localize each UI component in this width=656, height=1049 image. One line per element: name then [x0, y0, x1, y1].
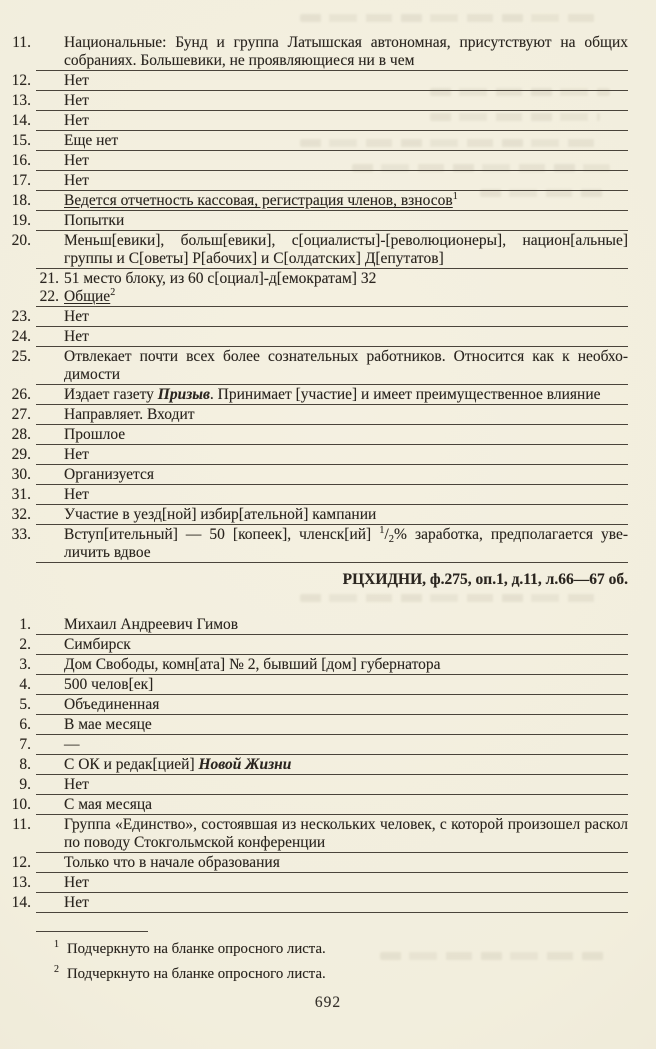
item-number: 20. — [11, 232, 31, 249]
item-text: Еще нет — [64, 132, 119, 149]
questionnaire-item — [12, 815, 628, 853]
item-text: — — [64, 736, 80, 753]
footnote-ref: 1 — [452, 190, 458, 202]
questionnaire-item — [19, 635, 628, 655]
questionnaire-item — [11, 211, 628, 231]
item-text-segment: . Принимает [участие] и имеет преимущественное влияние — [209, 386, 601, 403]
questionnaire-item — [39, 270, 628, 288]
item-text: 500 челов[ек] — [64, 676, 154, 693]
item-text: Симбирск — [64, 636, 131, 653]
item-text: Михаил Андреевич Гимов — [64, 616, 239, 633]
item-number: 28. — [11, 426, 31, 443]
item-text: Нет — [64, 776, 89, 793]
questionnaire-item — [11, 151, 628, 171]
questionnaire-item — [11, 91, 628, 111]
questionnaire-item — [11, 171, 628, 191]
questionnaire-item — [11, 524, 629, 563]
item-number: 13. — [11, 874, 31, 891]
questionnaire-item — [19, 615, 628, 635]
questionnaire-item — [11, 795, 628, 815]
item-text: Нет — [64, 486, 89, 503]
questionnaire-item — [19, 755, 628, 775]
footnote-marker: 2 — [54, 964, 59, 976]
page-number: 692 — [314, 994, 342, 1011]
item-text: Дом Свободы, комн[ата] № 2, бывший [дом] губернатора — [64, 656, 441, 673]
questionnaire-item — [11, 485, 628, 505]
questionnaire-item — [19, 675, 628, 695]
newspaper-title: Новой Жизни — [198, 756, 292, 773]
footnote-text: Подчеркнуто на бланке опросного листа. — [67, 966, 326, 982]
bleed-through-artifact — [300, 14, 600, 22]
item-number: 8. — [19, 756, 31, 773]
questionnaire-item — [11, 405, 628, 425]
item-text: Организуется — [64, 466, 154, 483]
item-number: 6. — [19, 716, 31, 733]
item-text-segment: Издает газету — [64, 386, 158, 403]
item-number: 16. — [11, 152, 31, 169]
newspaper-title: Призыв — [157, 386, 210, 403]
item-text: Отвлекает почти всех более сознательных работников. Относится как к необходимости — [64, 348, 628, 383]
item-number: 2. — [19, 636, 31, 653]
item-text: Нет — [64, 112, 89, 129]
item-text-segment: С ОК и редак[цией] — [64, 756, 199, 773]
item-text: Национальные: Бунд и группа Латышская автономная, присутствуют на общих собраниях. Большевики, не проявляющиеся ни в чем — [64, 34, 628, 69]
item-number: 3. — [19, 656, 31, 673]
item-text: В мае месяце — [64, 716, 152, 733]
item-text: Прошлое — [64, 426, 126, 443]
item-text — [64, 526, 628, 561]
item-text: Нет — [64, 172, 89, 189]
item-text — [64, 386, 601, 403]
questionnaire-item-group — [36, 269, 628, 307]
footnote-separator — [36, 931, 148, 932]
questionnaire-item — [39, 286, 628, 306]
questionnaire-item — [11, 190, 628, 211]
item-number: 14. — [11, 894, 31, 911]
questionnaire-item — [19, 775, 628, 795]
item-number: 29. — [11, 446, 31, 463]
questionnaire-item — [11, 111, 628, 131]
questionnaire-item — [11, 445, 628, 465]
fraction-denominator: 2 — [388, 534, 395, 545]
item-number: 12. — [11, 72, 31, 89]
item-text: Нет — [64, 72, 89, 89]
footnote-marker: 1 — [54, 939, 59, 951]
item-text — [64, 192, 458, 209]
questionnaire-item — [11, 893, 628, 913]
item-number: 31. — [11, 486, 31, 503]
item-text — [64, 756, 291, 773]
item-number: 24. — [11, 328, 31, 345]
item-number: 5. — [19, 696, 31, 713]
questionnaire-item — [11, 131, 628, 151]
item-number: 19. — [11, 212, 31, 229]
fraction-slash: / — [384, 526, 389, 543]
item-text-segment: Вступ[ительный] — 50 [копеек], членск[ий] — [64, 526, 380, 543]
questionnaire-item — [11, 231, 628, 269]
footnote — [36, 940, 628, 959]
item-text: Объединенная — [64, 696, 160, 713]
questionnaire-item — [11, 425, 628, 445]
item-text: 51 место блоку, из 60 с[оциал]-д[емократам] 32 — [64, 270, 377, 287]
item-number: 4. — [19, 676, 31, 693]
item-number: 11. — [12, 816, 31, 833]
item-number: 7. — [19, 736, 31, 753]
questionnaire-item — [11, 853, 628, 873]
archive-reference: РЦХИДНИ, ф.275, оп.1, д.11, л.66—67 об. — [342, 571, 628, 588]
footnote-ref: 2 — [110, 286, 116, 298]
questionnaire-item — [11, 71, 628, 91]
questionnaire-item — [11, 873, 628, 893]
item-text: Нет — [64, 874, 89, 891]
item-number: 23. — [11, 308, 31, 325]
item-number: 27. — [11, 406, 31, 423]
item-text: Только что в начале образования — [64, 854, 280, 871]
questionnaire-item — [11, 307, 628, 327]
item-text — [64, 288, 115, 305]
item-text: Участие в уезд[ной] избир[ательной] кампании — [64, 506, 377, 523]
item-number: 17. — [11, 172, 31, 189]
questionnaire-list-2 — [11, 615, 628, 913]
questionnaire-item — [19, 655, 628, 675]
item-text: С мая месяца — [64, 796, 153, 813]
item-number: 12. — [11, 854, 31, 871]
questionnaire-item — [11, 385, 628, 405]
item-number: 9. — [19, 776, 31, 793]
item-text: Меньш[евики], больш[евики], с[оциалисты]-[революционеры], национ[альные] группы и С[оветы] Р[абочих] и С[олдатских] Д[епутатов] — [64, 232, 628, 267]
questionnaire-item — [11, 347, 628, 385]
item-number: 14. — [11, 112, 31, 129]
item-number: 22. — [39, 288, 59, 305]
item-number: 33. — [11, 526, 31, 543]
item-number: 11. — [12, 34, 31, 51]
item-text: Нет — [64, 446, 89, 463]
item-text: Нет — [64, 152, 89, 169]
item-text: Направляет. Входит — [64, 406, 195, 423]
item-text: Нет — [64, 328, 89, 345]
item-number: 1. — [19, 616, 31, 633]
fraction-numerator: 1 — [379, 524, 385, 536]
questionnaire-item — [12, 33, 628, 71]
item-text: Попытки — [64, 212, 125, 229]
item-number: 13. — [11, 92, 31, 109]
item-text: Нет — [64, 894, 89, 911]
questionnaire-item — [11, 505, 628, 525]
footnote-text: Подчеркнуто на бланке опросного листа. — [67, 941, 326, 957]
item-number: 21. — [39, 270, 59, 287]
questionnaire-list-1 — [11, 33, 629, 563]
item-text: Нет — [64, 92, 89, 109]
item-number: 32. — [11, 506, 31, 523]
item-text: Нет — [64, 308, 89, 325]
questionnaire-item — [11, 327, 628, 347]
item-number: 15. — [11, 132, 31, 149]
item-number: 10. — [11, 796, 31, 813]
underlined-text: Общие — [64, 288, 111, 305]
questionnaire-item — [11, 465, 628, 485]
item-number: 25. — [11, 348, 31, 365]
questionnaire-item — [19, 735, 628, 755]
underlined-text: Ведется отчетность кассовая, регистрация членов, взносов — [64, 192, 453, 209]
questionnaire-item — [19, 695, 628, 715]
item-text-segment: % заработка, предполагается увеличить вдвое — [64, 526, 629, 561]
questionnaire-item — [19, 715, 628, 735]
item-number: 30. — [11, 466, 31, 483]
item-number: 26. — [11, 386, 31, 403]
item-number: 18. — [11, 192, 31, 209]
footnote — [36, 965, 628, 984]
item-text: Группа «Единство», состоявшая из нескольких человек, с которой произошел раскол по поводу Стокгольмской конференции — [64, 816, 628, 851]
